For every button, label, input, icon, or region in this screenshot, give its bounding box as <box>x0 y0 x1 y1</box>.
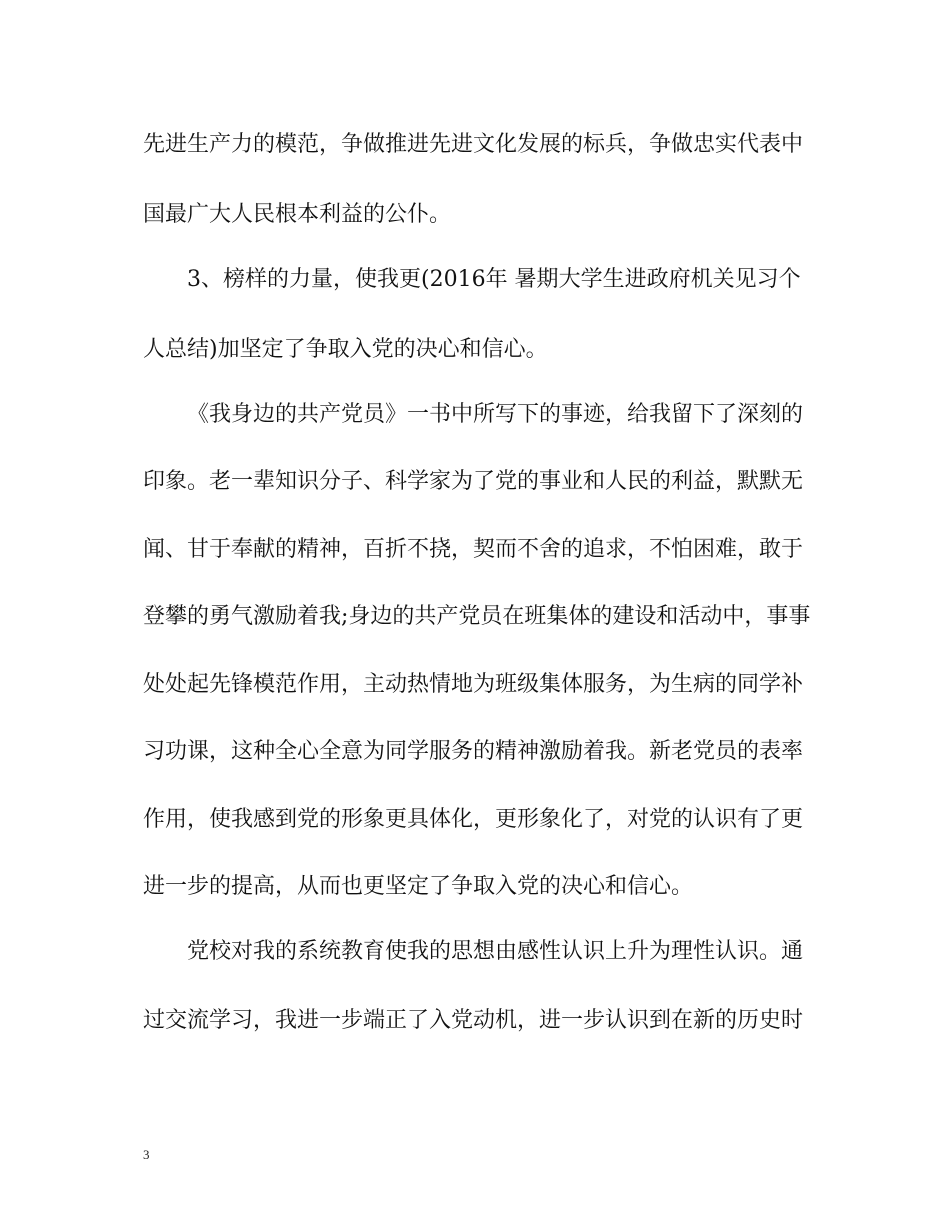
text-line-14: 过交流学习，我进一步端正了入党动机，进一步认识到在新的历史时 <box>143 1008 804 1033</box>
page-number: 3 <box>143 1147 150 1162</box>
text-line-12: 进一步的提高，从而也更坚定了争取入党的决心和信心。 <box>143 874 694 899</box>
text-line-5: 《我身边的共产党员》一书中所写下的事迹，给我留下了深刻的 <box>187 402 804 427</box>
text-line-10: 习功课，这种全心全意为同学服务的精神激励着我。新老党员的表率 <box>143 739 804 764</box>
text-line-6: 印象。老一辈知识分子、科学家为了党的事业和人民的利益，默默无 <box>143 469 804 494</box>
text-line-2: 国最广大人民根本利益的公仆。 <box>143 202 452 227</box>
text-line-7: 闻、甘于奉献的精神，百折不挠，契而不舍的追求，不怕困难，敢于 <box>143 537 804 562</box>
text-line-3: 3、榜样的力量，使我更(2016年 暑期大学生进政府机关见习个 <box>187 267 801 292</box>
text-line-13: 党校对我的系统教育使我的思想由感性认识上升为理性认识。通 <box>187 939 804 964</box>
text-line-11: 作用，使我感到党的形象更具体化，更形象化了，对党的认识有了更 <box>143 807 804 832</box>
text-line-4: 人总结)加坚定了争取入党的决心和信心。 <box>143 337 548 362</box>
text-line-9: 处处起先锋模范作用，主动热情地为班级集体服务，为生病的同学补 <box>143 672 804 697</box>
text-line-1: 先进生产力的模范，争做推进先进文化发展的标兵，争做忠实代表中 <box>143 132 804 157</box>
text-line-8: 登攀的勇气激励着我;身边的共产党员在班集体的建设和活动中，事事 <box>143 604 811 629</box>
